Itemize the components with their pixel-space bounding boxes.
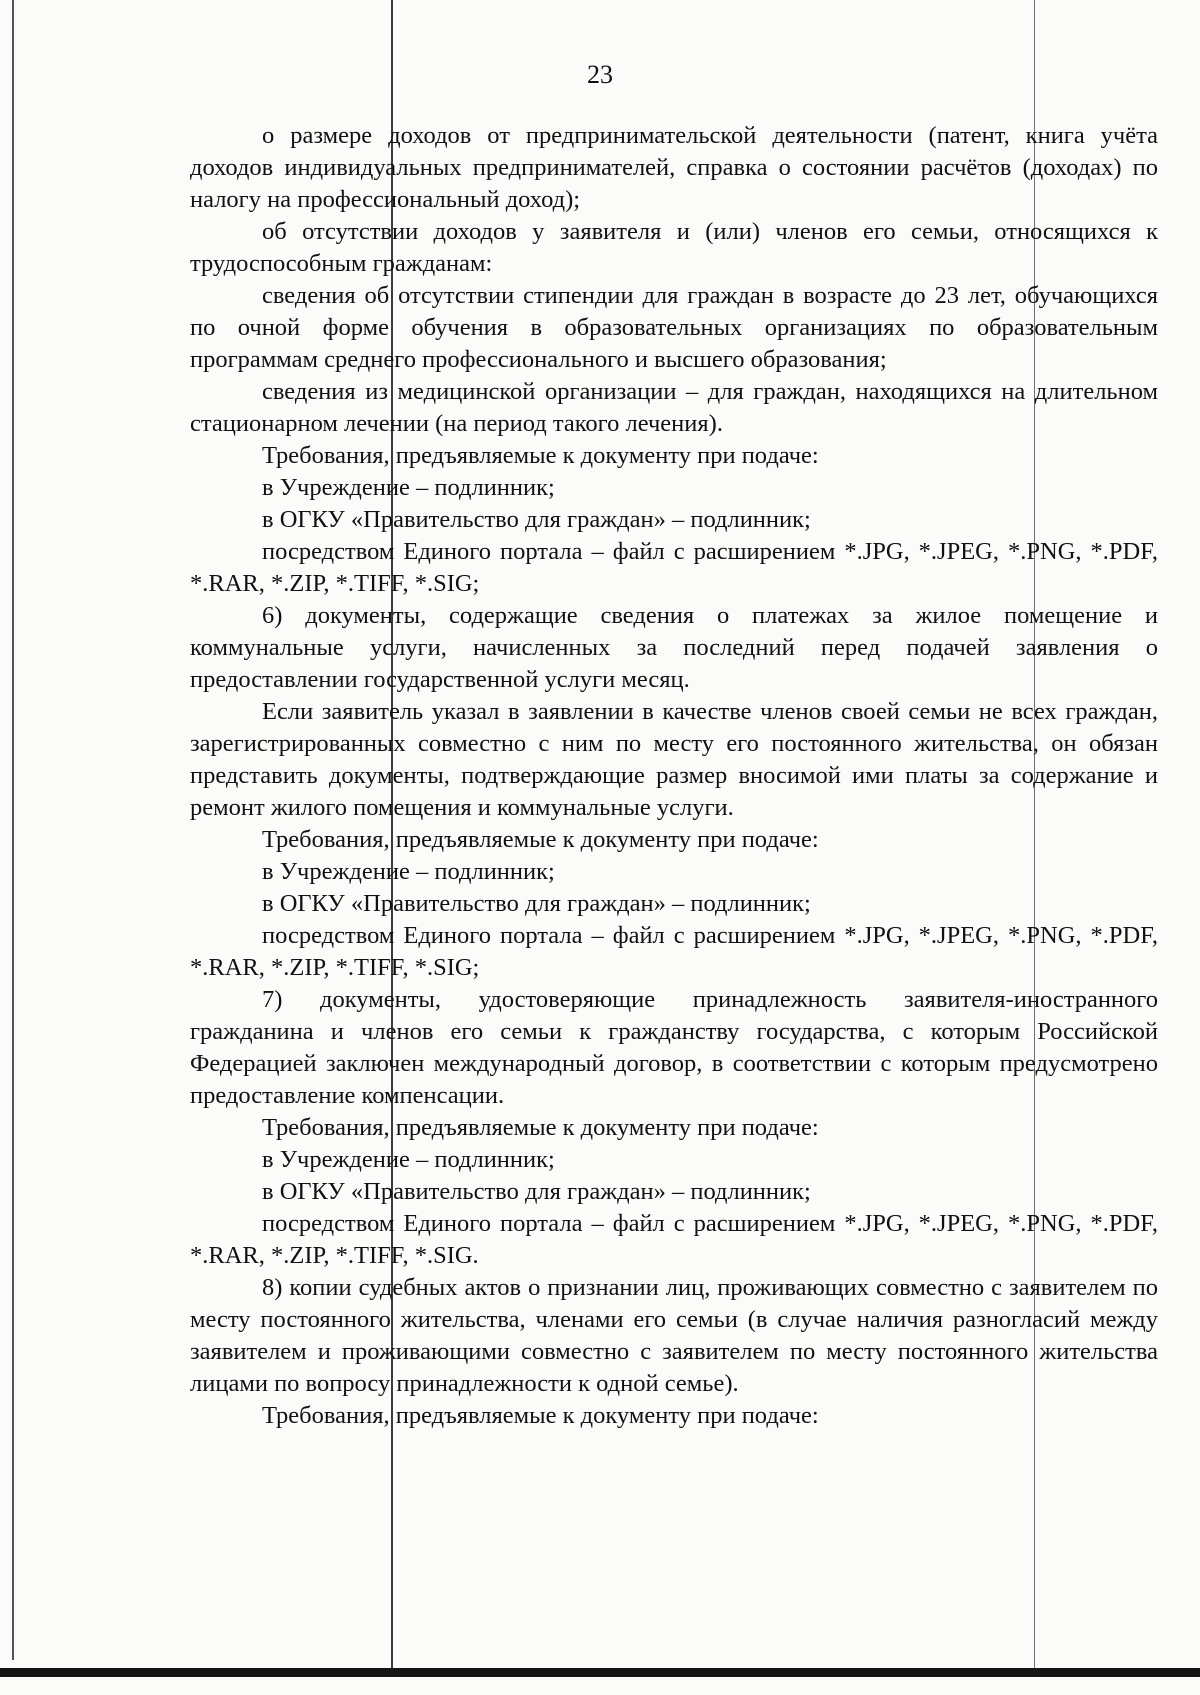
paragraph: Требования, предъявляемые к документу при подаче: xyxy=(262,442,819,469)
paragraph: в ОГКУ «Правительство для граждан» – подлинник; xyxy=(262,1178,811,1205)
paragraph: 7) документы, удостоверяющие принадлежность заявителя-иностранного гражданина и членов его семьи к гражданству государства, с которым Российской Федерацией заключен международный договор, в соответствии с которым предусмотрено предоставление компенсации. xyxy=(190,986,1158,1109)
paragraph: Требования, предъявляемые к документу при подаче: xyxy=(262,826,819,853)
page-number: 23 xyxy=(587,60,613,89)
document-body xyxy=(190,120,1158,1432)
paragraph: посредством Единого портала – файл с расширением *.JPG, *.JPEG, *.PNG, *.PDF, *.RAR, *.ZIP, *.TIFF, *.SIG; xyxy=(190,922,1158,981)
paragraph: Если заявитель указал в заявлении в качестве членов своей семьи не всех граждан, зарегистрированных совместно с ним по месту его постоянного жительства, он обязан представить документы, подтверждающие размер вносимой ими платы за содержание и ремонт жилого помещения и коммунальные услуги. xyxy=(190,698,1158,821)
paragraph: в Учреждение – подлинник; xyxy=(262,1146,555,1173)
paragraph: в Учреждение – подлинник; xyxy=(262,474,555,501)
paragraph: о размере доходов от предпринимательской деятельности (патент, книга учёта доходов индивидуальных предпринимателей, справка о состоянии расчётов (доходах) по налогу на профессиональный доход); xyxy=(190,122,1158,213)
paragraph: об отсутствии доходов у заявителя и (или) членов его семьи, относящихся к трудоспособным гражданам: xyxy=(190,218,1158,277)
paragraph: посредством Единого портала – файл с расширением *.JPG, *.JPEG, *.PNG, *.PDF, *.RAR, *.ZIP, *.TIFF, *.SIG; xyxy=(190,538,1158,597)
scan-artifact-bottom-edge xyxy=(0,1668,1200,1677)
paragraph: посредством Единого портала – файл с расширением *.JPG, *.JPEG, *.PNG, *.PDF, *.RAR, *.ZIP, *.TIFF, *.SIG. xyxy=(190,1210,1158,1269)
paragraph: в ОГКУ «Правительство для граждан» – подлинник; xyxy=(262,506,811,533)
paragraph: в ОГКУ «Правительство для граждан» – подлинник; xyxy=(262,890,811,917)
paragraph: сведения об отсутствии стипендии для граждан в возрасте до 23 лет, обучающихся по очной форме обучения в образовательных организациях по образовательным программам среднего профессионального и высшего образования; xyxy=(190,282,1158,373)
paragraph: Требования, предъявляемые к документу при подаче: xyxy=(262,1114,819,1141)
paragraph: 6) документы, содержащие сведения о платежах за жилое помещение и коммунальные услуги, начисленных за последний перед подачей заявления о предоставлении государственной услуги месяц. xyxy=(190,602,1158,693)
paragraph: Требования, предъявляемые к документу при подаче: xyxy=(262,1402,819,1429)
paragraph: сведения из медицинской организации – для граждан, находящихся на длительном стационарном лечении (на период такого лечения). xyxy=(190,378,1158,437)
paragraph: в Учреждение – подлинник; xyxy=(262,858,555,885)
paragraph: 8) копии судебных актов о признании лиц, проживающих совместно с заявителем по месту постоянного жительства, членами его семьи (в случае наличия разногласий между заявителем и проживающими совместно с заявителем по месту постоянного жительства лицами по вопросу принадлежности к одной семье). xyxy=(190,1274,1158,1397)
scan-artifact-left-edge xyxy=(12,0,14,1660)
